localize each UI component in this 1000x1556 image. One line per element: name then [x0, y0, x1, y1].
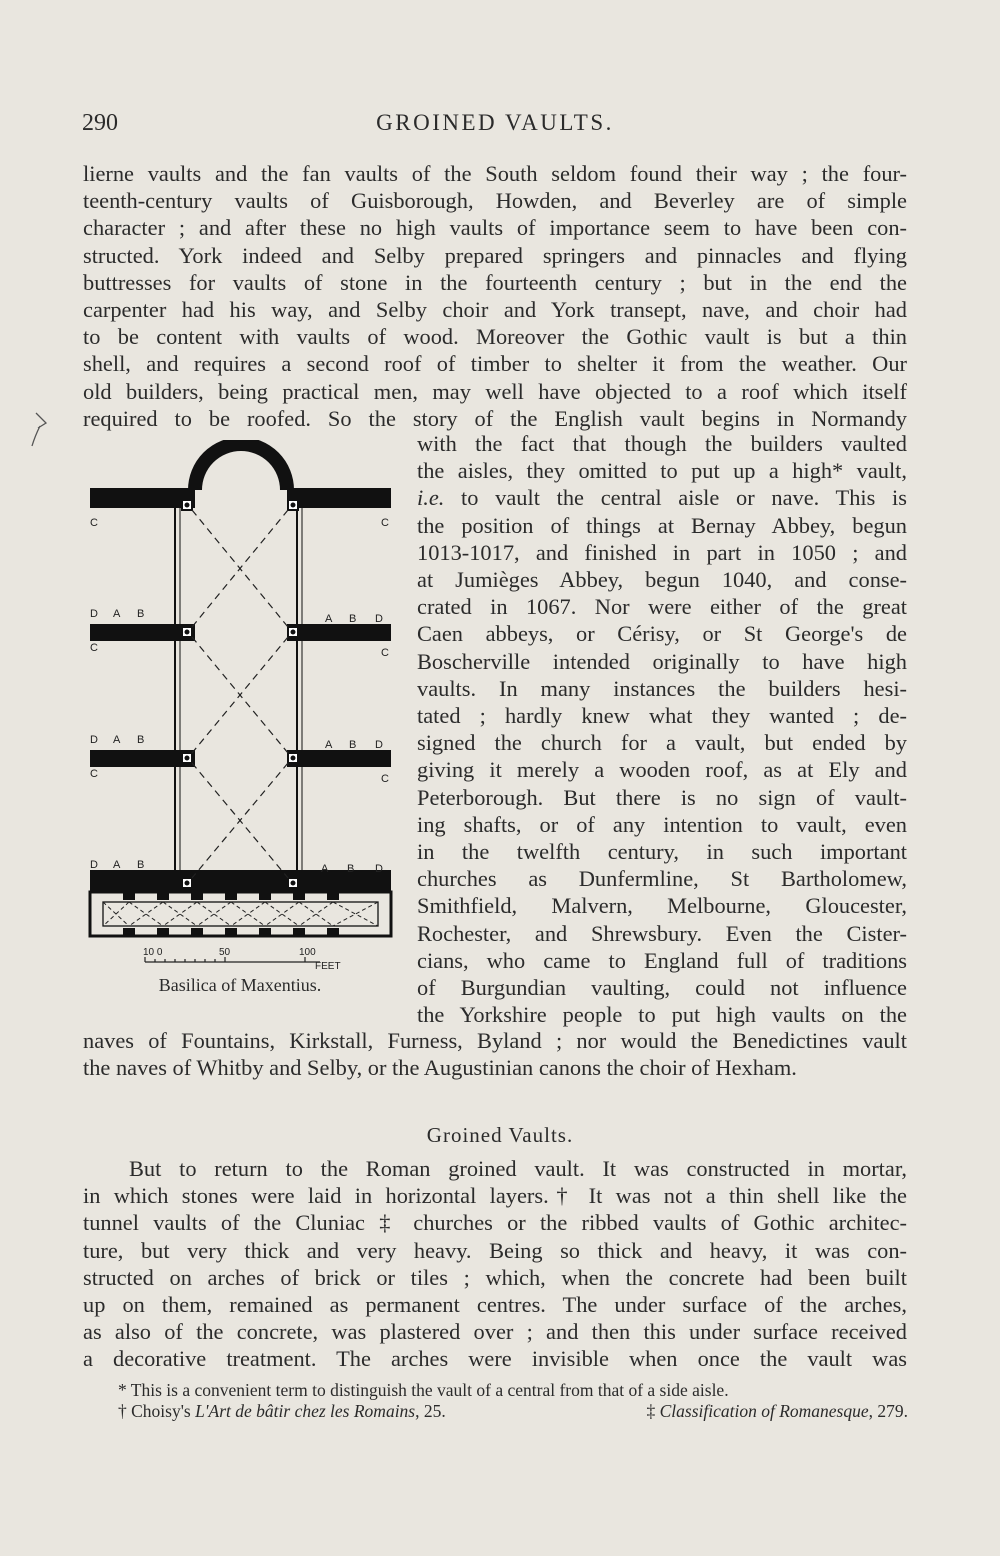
apse: [195, 444, 287, 490]
footnote-title: L'Art de bâtir chez les Romains: [195, 1401, 416, 1421]
text-line: as also of the concrete, was plastered over ; and then this under surface received: [83, 1319, 907, 1345]
text-line: structed on arches of brick or tiles ; which, when the concrete had been built: [83, 1264, 907, 1290]
pier-dot: [185, 881, 190, 886]
text-line: the position of things at Bernay Abbey, begun: [417, 512, 907, 538]
plan-label-a: A: [325, 739, 333, 751]
plan-label-a: A: [113, 859, 121, 871]
footnote-fragment: † Choisy's: [118, 1401, 196, 1421]
text-line: churches as Dunfermline, St Bartholomew,: [417, 866, 907, 892]
text-line: required to be roofed. So the story of the English vault begins in Normandy: [83, 405, 907, 431]
text-line: to be content with vaults of wood. Moreover the Gothic vault is but a thin: [83, 324, 907, 350]
text-line: the Yorkshire people to put high vaults on the: [417, 1002, 907, 1028]
plan-label-c: C: [381, 517, 389, 529]
text-line: crated in 1067. Nor were either of the great: [417, 594, 907, 620]
pier-dot: [185, 630, 190, 635]
basilica-plan-figure: [85, 440, 395, 1000]
scale-unit: FEET: [315, 961, 341, 972]
cross-wall: [90, 624, 195, 641]
text-line: in the twelfth century, in such important: [417, 839, 907, 865]
text-line: giving it merely a wooden roof, as at Ely and: [417, 757, 907, 783]
plan-label-c: C: [90, 642, 98, 654]
text-line: vaults. In many instances the builders hesi-: [417, 675, 907, 701]
groin-line: [192, 763, 288, 878]
plan-label-a: A: [321, 863, 329, 875]
text-line: Boscherville intended originally to have high: [417, 648, 907, 674]
text-line: in which stones were laid in horizontal layers.† It was not a thin shell like the: [83, 1183, 907, 1209]
text-line: naves of Fountains, Kirkstall, Furness, Byland ; nor would the Benedictines vault: [83, 1028, 907, 1053]
cross-wall: [287, 488, 391, 508]
footnotes: [118, 1380, 908, 1422]
footnote: [646, 1401, 908, 1422]
text-line: ture, but very thick and very heavy. Being so thick and heavy, it was con-: [83, 1237, 907, 1263]
footnote-title: Classification of Romanesque: [659, 1401, 869, 1421]
text-line: lierne vaults and the fan vaults of the South seldom found their way ; the four-: [83, 161, 907, 186]
body-paragraph-top: [83, 160, 907, 432]
text-line: character ; and after these no high vaults of importance seem to have been con-: [83, 215, 907, 241]
text-line: [417, 484, 907, 511]
text-line: But to return to the Roman groined vault. It was constructed in mortar,: [129, 1156, 907, 1181]
text-line: ing shafts, or of any intention to vault, even: [417, 811, 907, 837]
text-line: with the fact that though the builders vaulted: [417, 431, 907, 456]
section-heading: Groined Vaults.: [426, 1123, 574, 1147]
text-line: tunnel vaults of the Cluniac ‡ churches or the ribbed vaults of Gothic architec-: [83, 1210, 907, 1236]
text-line: a decorative treatment. The arches were invisible when once the vault was: [83, 1346, 907, 1372]
pencil-margin-mark: [28, 410, 52, 450]
text-line: the naves of Whitby and Selby, or the Augustinian canons the choir of Hexham.: [83, 1055, 797, 1081]
plan-label-b: B: [349, 613, 357, 625]
scale-bar: [145, 957, 320, 962]
plan-label-d: D: [375, 739, 383, 751]
text-line: shell, and requires a second roof of timber to shelter it from the weather. Our: [83, 351, 907, 377]
footnote-fragment: , 25.: [415, 1401, 446, 1421]
plan-label-d: D: [375, 863, 383, 875]
section-paragraph: [83, 1155, 907, 1373]
text-line: at Jumièges Abbey, begun 1040, and conse-: [417, 567, 907, 593]
running-head: [80, 110, 910, 144]
text-line: cians, who came to England full of traditions: [417, 947, 907, 973]
cross-wall: [90, 750, 195, 767]
plan-label-d: D: [90, 608, 98, 620]
pier-dot: [291, 503, 296, 508]
text-line: signed the church for a vault, but ended by: [417, 730, 907, 756]
plan-label-b: B: [137, 859, 145, 871]
plan-label-b: B: [137, 608, 145, 620]
cross-wall: [90, 488, 195, 508]
narthex-piers: [123, 892, 339, 936]
plan-label-d: D: [90, 734, 98, 746]
text-line: Smithfield, Malvern, Melbourne, Gloucester,: [417, 893, 907, 919]
text-line: Rochester, and Shrewsbury. Even the Cister-: [417, 920, 907, 946]
piers: [182, 500, 298, 888]
text-line: up on them, remained as permanent centres. The under surface of the arches,: [83, 1292, 907, 1318]
text-line: teenth-century vaults of Guisborough, Howden, and Beverley are of simple: [83, 188, 907, 214]
pier-dot: [291, 756, 296, 761]
plan-label-d: D: [90, 859, 98, 871]
plan-label-b: B: [349, 739, 357, 751]
footnote-fragment: , 279.: [868, 1401, 908, 1421]
plan-label-c: C: [90, 768, 98, 780]
text-line: buttresses for vaults of stone in the fourteenth century ; but in the end the: [83, 269, 907, 295]
text-line: Peterborough. But there is no sign of vault-: [417, 784, 907, 810]
narthex-inner: [103, 902, 378, 926]
body-paragraph-continuation: [83, 1027, 907, 1081]
plan-label-d: D: [375, 613, 383, 625]
ie-abbrev: i.e.: [417, 485, 445, 511]
groin-line: [192, 510, 288, 627]
narthex-groins: [103, 902, 378, 926]
plan-label-c: C: [90, 517, 98, 529]
plan-label-a: A: [113, 608, 121, 620]
pier-dot: [291, 630, 296, 635]
text-fragment: to vault the central aisle or nave. This is: [444, 485, 907, 511]
pier-dot: [185, 503, 190, 508]
scale-label: 100: [299, 947, 316, 958]
plan-label-a: A: [113, 734, 121, 746]
pier-dot: [291, 881, 296, 886]
narthex: [90, 892, 391, 936]
scale-label: 10 0: [143, 947, 163, 958]
text-line: the aisles, they omitted to put up a high* vault,: [417, 458, 907, 484]
text-line: carpenter had his way, and Selby choir and York transept, nave, and choir had: [83, 297, 907, 323]
plan-label-b: B: [137, 734, 145, 746]
wrapped-text-column: [417, 430, 907, 1028]
text-line: old builders, being practical men, may well have objected to a roof which itself: [83, 378, 907, 404]
text-line: of Burgundian vaulting, could not influence: [417, 975, 907, 1001]
plan-label-c: C: [381, 647, 389, 659]
plan-label-c: C: [381, 773, 389, 785]
text-line: tated ; hardly knew what they wanted ; de-: [417, 703, 907, 729]
cross-wall: [287, 750, 391, 767]
footnote: * This is a convenient term to distinguish the vault of a central from that of a side aisle.: [118, 1380, 729, 1400]
groin-diagonals: [192, 510, 288, 878]
text-line: 1013-1017, and finished in part in 1050 ; and: [417, 539, 907, 565]
text-line: Caen abbeys, or Cérisy, or St George's de: [417, 621, 907, 647]
plan-label-b: B: [347, 863, 355, 875]
text-line: structed. York indeed and Selby prepared springers and pinnacles and flying: [83, 242, 907, 268]
running-title: GROINED VAULTS.: [376, 110, 614, 135]
groin-line: [192, 637, 288, 753]
footnote-fragment: ‡: [646, 1401, 660, 1421]
plan-label-a: A: [325, 613, 333, 625]
pier-dot: [185, 756, 190, 761]
figure-caption: Basilica of Maxentius.: [158, 975, 322, 995]
scale-label: 50: [219, 947, 231, 958]
page-number: 290: [82, 110, 118, 136]
cross-wall: [90, 870, 391, 892]
footnote: [118, 1401, 908, 1422]
cross-wall: [287, 624, 391, 641]
